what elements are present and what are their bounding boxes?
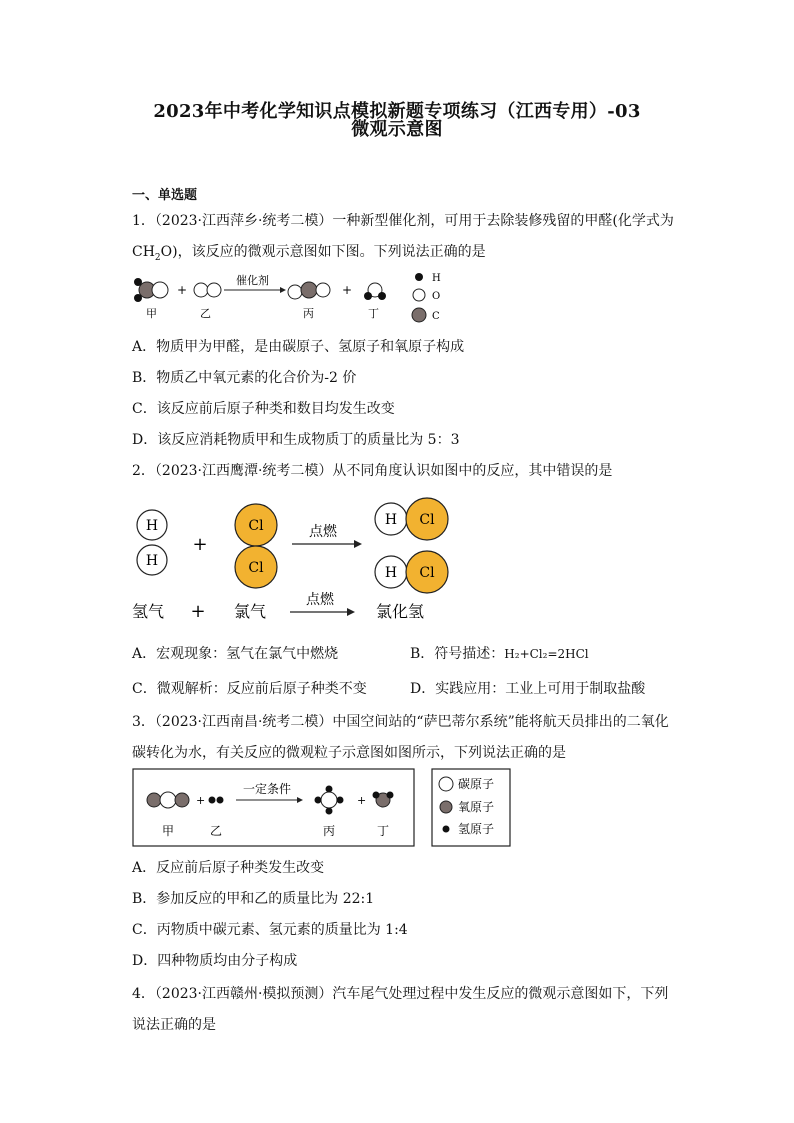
svg-text:H: H bbox=[384, 565, 398, 581]
q3-condition-label: 一定条件 bbox=[242, 782, 292, 796]
svg-text:O: O bbox=[432, 291, 441, 302]
q1-option-a: A．物质甲为甲醛，是由碳原子、氢原子和氧原子构成 bbox=[132, 339, 465, 355]
svg-text:氢原子: 氢原子 bbox=[458, 822, 495, 836]
q2-reaction-figure bbox=[130, 494, 460, 628]
q3-legend bbox=[432, 769, 510, 846]
q2-condition-bottom: 点燃 bbox=[306, 592, 334, 608]
q1-catalyst-label: 催化剂 bbox=[236, 274, 269, 287]
q2-option-b: B．符号描述：H₂+Cl₂=2HCl bbox=[410, 646, 589, 662]
q1-option-c: C．该反应前后原子种类和数目均发生改变 bbox=[132, 401, 395, 417]
q3-molecule-jia bbox=[147, 792, 189, 808]
q3-label-bing: 丙 bbox=[322, 824, 336, 838]
svg-text:氧原子: 氧原子 bbox=[458, 800, 495, 814]
q1-label-jia: 甲 bbox=[146, 307, 157, 320]
svg-text:Cl: Cl bbox=[248, 560, 264, 576]
q2-molecule-hcl-1 bbox=[375, 498, 448, 540]
page-title: 2023年中考化学知识点模拟新题专项练习（江西专用）-03 bbox=[153, 101, 641, 122]
q4-stem-line1: 4．（2023·江西赣州·模拟预测）汽车尾气处理过程中发生反应的微观示意图如下，下列 bbox=[132, 986, 669, 1002]
q3-option-c: C．丙物质中碳元素、氢元素的质量比为 1:4 bbox=[132, 922, 408, 938]
q2-stem: 2．（2023·江西鹰潭·统考二模）从不同角度认识如图中的反应，其中错误的是 bbox=[132, 463, 613, 479]
svg-text:C: C bbox=[432, 311, 440, 322]
q3-label-jia: 甲 bbox=[161, 824, 175, 838]
q3-option-d: D．四种物质均由分子构成 bbox=[132, 953, 298, 969]
svg-text:H: H bbox=[384, 512, 398, 528]
svg-text:Cl: Cl bbox=[419, 512, 435, 528]
q1-molecule-bing bbox=[288, 282, 330, 299]
q1-label-bing: 丙 bbox=[303, 307, 314, 320]
svg-text:+: + bbox=[357, 794, 367, 807]
q2-equation: H₂+Cl₂=2HCl bbox=[504, 647, 589, 661]
svg-text:H: H bbox=[145, 518, 159, 534]
svg-text:+: + bbox=[177, 283, 188, 297]
q4-stem-line2: 说法正确的是 bbox=[132, 1017, 216, 1033]
q3-stem-line1: 3．（2023·江西南昌·统考二模）中国空间站的“萨巴蒂尔系统”能将航天员排出的二氧化 bbox=[132, 714, 669, 730]
q2-word-cl2: 氯气 bbox=[234, 602, 267, 621]
section-heading: 一、单选题 bbox=[132, 188, 198, 203]
page-subtitle: 微观示意图 bbox=[351, 119, 443, 140]
q1-molecule-jia bbox=[134, 278, 168, 302]
svg-text:H: H bbox=[145, 553, 159, 569]
q2-word-hcl: 氯化氢 bbox=[376, 602, 425, 621]
q2-molecule-h2 bbox=[137, 510, 167, 575]
svg-text:+: + bbox=[342, 283, 353, 297]
svg-text:H: H bbox=[432, 273, 441, 284]
q1-option-b: B．物质乙中氧元素的化合价为-2 价 bbox=[132, 370, 357, 386]
q3-option-a: A．反应前后原子种类发生改变 bbox=[132, 860, 325, 876]
q1-stem-line2: $CH_2O$)，该反应的微观示意图如下图。下列说法正确的是 bbox=[132, 244, 486, 263]
svg-text:+: + bbox=[196, 794, 206, 807]
q1-legend bbox=[412, 273, 441, 322]
q3-label-ding: 丁 bbox=[376, 824, 390, 838]
q2-molecule-hcl-2 bbox=[375, 551, 448, 593]
q3-reaction-figure bbox=[132, 767, 514, 849]
q3-label-yi: 乙 bbox=[209, 824, 223, 838]
q2-option-c: C．微观解析：反应前后原子种类不变 bbox=[132, 681, 367, 697]
svg-text:Cl: Cl bbox=[248, 518, 264, 534]
q1-label-ding: 丁 bbox=[368, 307, 379, 320]
q2-option-a: A．宏观现象：氢气在氯气中燃烧 bbox=[132, 646, 339, 662]
q1-reaction-figure bbox=[130, 268, 450, 326]
q2-option-d: D．实践应用：工业上可用于制取盐酸 bbox=[410, 681, 646, 697]
q3-option-b: B．参加反应的甲和乙的质量比为 22:1 bbox=[132, 891, 375, 907]
q2-word-h2: 氢气 bbox=[132, 602, 165, 621]
svg-text:Cl: Cl bbox=[419, 565, 435, 581]
svg-text:碳原子: 碳原子 bbox=[458, 777, 495, 791]
q1-label-yi: 乙 bbox=[200, 307, 211, 320]
q2-condition-top: 点燃 bbox=[309, 524, 337, 540]
q1-molecule-yi bbox=[194, 283, 221, 297]
q2-molecule-cl2 bbox=[235, 504, 277, 588]
q1-molecule-ding bbox=[364, 283, 386, 300]
q3-stem-line2: 碳转化为水，有关反应的微观粒子示意图如图所示，下列说法正确的是 bbox=[132, 745, 566, 761]
q1-stem-line1: 1．（2023·江西萍乡·统考二模）一种新型催化剂，可用于去除装修残留的甲醛(化学式为 bbox=[132, 213, 674, 229]
svg-text:+: + bbox=[190, 601, 206, 622]
q1-option-d: D．该反应消耗物质甲和生成物质丁的质量比为 5：3 bbox=[132, 432, 460, 448]
svg-text:+: + bbox=[192, 534, 208, 555]
